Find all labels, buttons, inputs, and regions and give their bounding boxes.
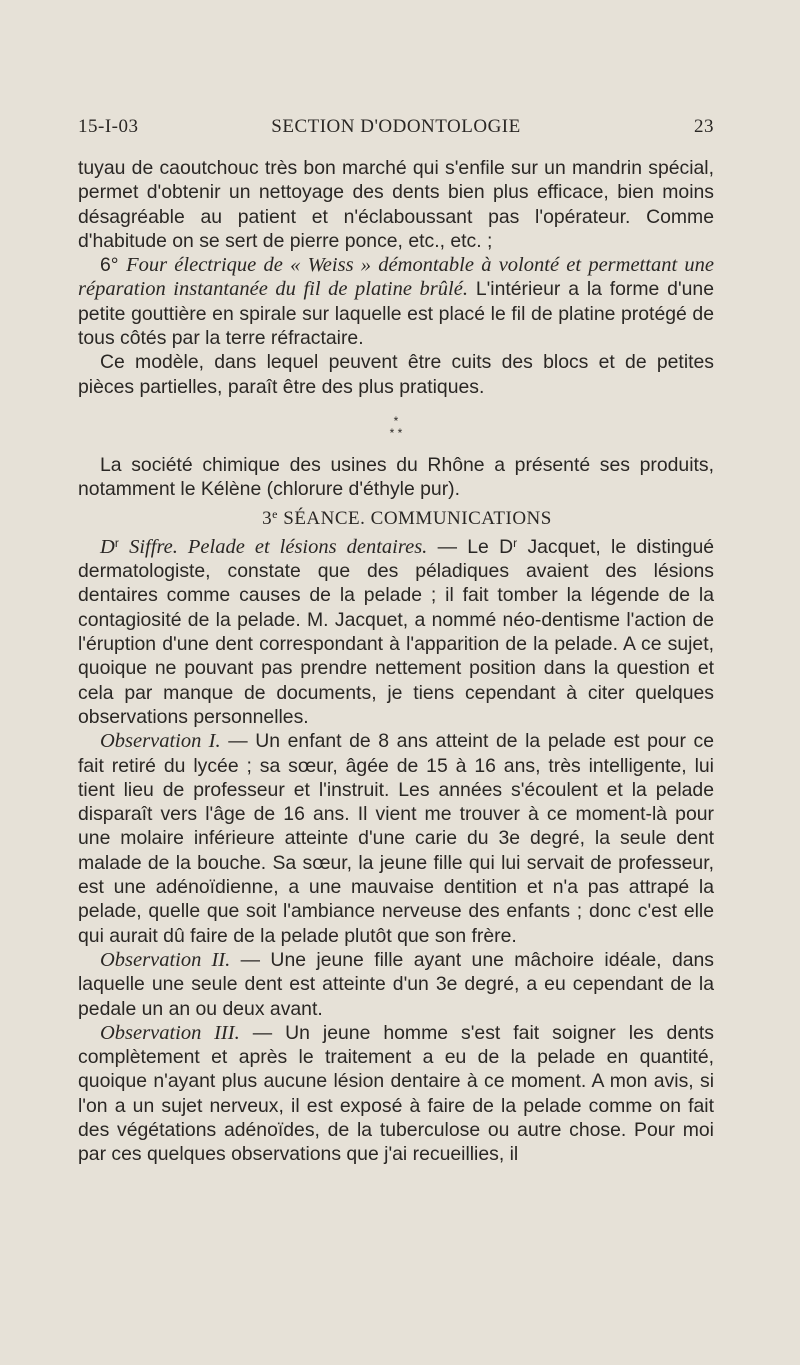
author-title: D xyxy=(100,535,115,558)
communication-text: Jacquet, le distingué dermatologiste, constate que des péladiques avaient des lésions dentaires comme causes de la pelade ; il fait tomber la légende de la contagiosité de la pelade. M. Jacquet, a nommé néo-dentisme l'action de l'éruption d'une dent correspondant à l'apparition de la pelade. A ce sujet, quoique ne pouvant pas prendre nettement position dans la question et cela par manque de documents, je tiens cependant à citer quelques observations personnelles. xyxy=(78,535,715,728)
observation-1-text: — Un enfant de 8 ans atteint de la pelade est pour ce fait retiré du lycée ; sa sœur, âgée de 15 à 16 ans, très intelligente, lui tient lieu de professeur et l'instruit. Les années s'écoulent et la pelade disparaît vers l'âge de 16 ans. Il vient me trouver à ce moment-là pour une molaire inférieure atteinte d'une carie du 3e degré, la seule dent malade de la bouche. Sa sœur, la jeune fille qui lui servait de professeur, est une adénoïdienne, a une mauvaise dentition et n'a pas attrapé la pelade, quelle que soit l'ambiance nerveuse des enfants ; donc c'est elle qui aurait dû faire de la pelade plutôt que son frère. xyxy=(78,730,714,947)
body-text xyxy=(78,156,714,1167)
page-number: 23 xyxy=(694,116,714,137)
asterism-separator xyxy=(78,415,714,439)
communication-lead: — Le D xyxy=(437,535,514,558)
section-number-sup: e xyxy=(272,506,278,521)
header-date: 15-I-03 xyxy=(78,116,139,137)
observation-1 xyxy=(78,729,714,948)
asterism-top: * xyxy=(393,413,399,428)
paragraph-item-6 xyxy=(78,253,714,350)
communication-title: Siffre. Pelade et lésions dentaires. xyxy=(129,535,428,558)
observation-3 xyxy=(78,1021,714,1167)
observation-1-label: Observation I. xyxy=(100,730,221,753)
section-number: 3 xyxy=(262,507,273,529)
item-text: L'intérieur a la forme d'une petite gouttière en spirale sur laquelle est placé le fil de platine protégé de tous côtés par la terre réfractaire. xyxy=(78,278,715,350)
running-header xyxy=(78,116,714,146)
section-heading xyxy=(78,502,714,531)
item-title: Four électrique de « Weiss » démontable à volonté et permettant une réparation instantanée du fil de platine brûlé. xyxy=(78,254,714,301)
author-title-sup: r xyxy=(114,535,119,550)
item-number: 6° xyxy=(100,254,119,277)
paragraph-societe: La société chimique des usines du Rhône a présenté ses produits, notamment le Kélène (chlorure d'éthyle pur). xyxy=(78,453,714,501)
observation-2-text: — Une jeune fille ayant une mâchoire idéale, dans laquelle une seule dent est atteinte d'un 3e degré, a eu cependant de la pedale un an ou deux avant. xyxy=(78,948,714,1020)
paragraph-model: Ce modèle, dans lequel peuvent être cuits des blocs et de petites pièces partielles, paraît être des plus pratiques. xyxy=(78,351,714,398)
observation-3-label: Observation III. xyxy=(100,1021,240,1044)
paragraph-continuation: tuyau de caoutchouc très bon marché qui s'enfile sur un mandrin spécial, permet d'obtenir un nettoyage des dents bien plus efficace, bien moins désagréable au patient et n'éclaboussant pas l'opérateur. Comme d'habitude on se sert de pierre ponce, etc., etc. ; xyxy=(78,157,714,252)
observation-3-text: — Un jeune homme s'est fait soigner les dents complètement et après le traitement a eu de la pelade en quantité, quoique n'ayant plus aucune lésion dentaire à ce moment. A mon avis, si l'on a un sujet nerveux, il est exposé à faire de la pelade comme on fait des végétations adénoïdes, de la tuberculose ou autre chose. Pour moi par ces quelques observations que j'ai recueillies, il xyxy=(78,1021,714,1166)
observation-2 xyxy=(78,948,714,1021)
communication-lead-sup: r xyxy=(513,535,518,550)
header-section-title: SECTION D'ODONTOLOGIE xyxy=(271,116,521,137)
asterism-bottom: * * xyxy=(389,425,403,440)
observation-2-label: Observation II. xyxy=(100,948,231,971)
section-heading-text: SÉANCE. COMMUNICATIONS xyxy=(283,507,552,529)
paragraph-communication xyxy=(78,531,714,729)
